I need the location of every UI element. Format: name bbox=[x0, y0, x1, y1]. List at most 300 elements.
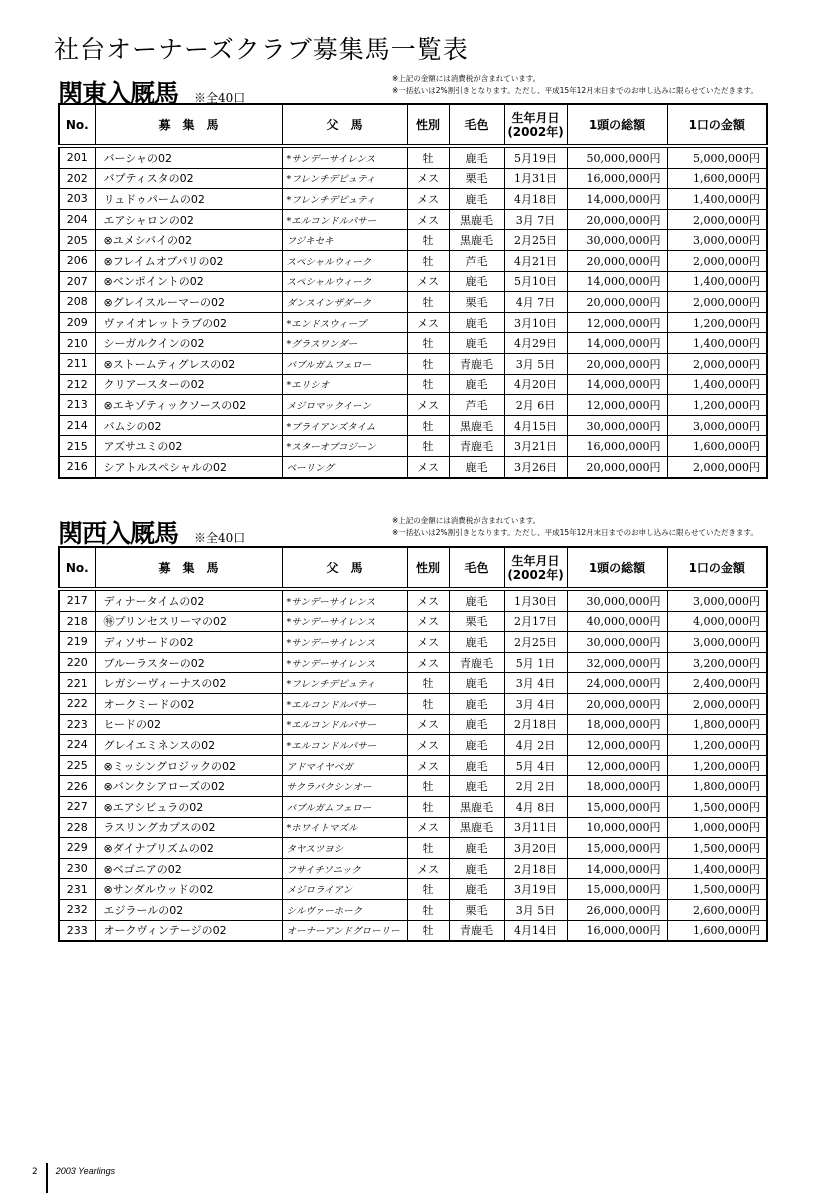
cell-share-price: 1,400,000円 bbox=[667, 271, 767, 292]
cell-number: 228 bbox=[59, 817, 95, 838]
cell-share-price: 3,200,000円 bbox=[667, 652, 767, 673]
cell-birthdate: 2月18日 bbox=[504, 858, 567, 879]
kanto-table-body bbox=[59, 146, 767, 478]
cell-number: 223 bbox=[59, 714, 95, 735]
table-row bbox=[59, 333, 767, 354]
cell-total-price: 15,000,000円 bbox=[567, 838, 667, 859]
table-row bbox=[59, 776, 767, 797]
cell-number: 209 bbox=[59, 312, 95, 333]
header-sire: 父 馬 bbox=[282, 104, 407, 146]
cell-share-price: 1,200,000円 bbox=[667, 395, 767, 416]
cell-sex: メス bbox=[407, 271, 449, 292]
header-share-price: 1口の金額 bbox=[667, 547, 767, 589]
cell-coat: 黒鹿毛 bbox=[449, 209, 504, 230]
cell-sire: ベーリング bbox=[282, 456, 407, 477]
cell-number: 226 bbox=[59, 776, 95, 797]
cell-share-price: 3,000,000円 bbox=[667, 415, 767, 436]
cell-sire: オーナーアンドグローリー bbox=[282, 920, 407, 941]
page-number: 2 bbox=[32, 1167, 38, 1177]
cell-share-price: 1,200,000円 bbox=[667, 755, 767, 776]
cell-number: 210 bbox=[59, 333, 95, 354]
header-total-price: 1頭の総額 bbox=[567, 547, 667, 589]
cell-total-price: 16,000,000円 bbox=[567, 920, 667, 941]
table-row bbox=[59, 673, 767, 694]
cell-sex: 牡 bbox=[407, 230, 449, 251]
cell-sire: *エルコンドルパサー bbox=[282, 714, 407, 735]
cell-sire: シルヴァーホーク bbox=[282, 899, 407, 920]
cell-total-price: 14,000,000円 bbox=[567, 858, 667, 879]
cell-coat: 青鹿毛 bbox=[449, 920, 504, 941]
cell-number: 207 bbox=[59, 271, 95, 292]
table-row bbox=[59, 353, 767, 374]
cell-total-price: 18,000,000円 bbox=[567, 714, 667, 735]
cell-birthdate: 4月 7日 bbox=[504, 292, 567, 313]
cell-sire: *サンデーサイレンス bbox=[282, 589, 407, 611]
kanto-share-count: ※全40口 bbox=[194, 91, 246, 105]
cell-number: 202 bbox=[59, 168, 95, 189]
cell-sire: *エリシオ bbox=[282, 374, 407, 395]
cell-coat: 鹿毛 bbox=[449, 333, 504, 354]
kanto-horse-table bbox=[58, 103, 768, 479]
header-total-price: 1頭の総額 bbox=[567, 104, 667, 146]
cell-birthdate: 4月20日 bbox=[504, 374, 567, 395]
cell-total-price: 12,000,000円 bbox=[567, 755, 667, 776]
cell-sire: *エルコンドルパサー bbox=[282, 735, 407, 756]
table-row bbox=[59, 250, 767, 271]
cell-share-price: 1,200,000円 bbox=[667, 735, 767, 756]
cell-coat: 黒鹿毛 bbox=[449, 230, 504, 251]
table-row bbox=[59, 611, 767, 632]
cell-sire: バブルガムフェロー bbox=[282, 353, 407, 374]
cell-sire: スペシャルウィーク bbox=[282, 250, 407, 271]
cell-horse-name: バプティスタの02 bbox=[95, 168, 282, 189]
cell-number: 201 bbox=[59, 146, 95, 168]
table-row bbox=[59, 755, 767, 776]
cell-sire: ダンスインザダーク bbox=[282, 292, 407, 313]
cell-sex: メス bbox=[407, 817, 449, 838]
cell-birthdate: 2月25日 bbox=[504, 632, 567, 653]
cell-total-price: 12,000,000円 bbox=[567, 395, 667, 416]
cell-coat: 栗毛 bbox=[449, 611, 504, 632]
tax-note: ※上記の金額には消費税が含まれています。 bbox=[392, 74, 541, 83]
table-row bbox=[59, 796, 767, 817]
cell-number: 220 bbox=[59, 652, 95, 673]
cell-sire: アドマイヤベガ bbox=[282, 755, 407, 776]
kansai-section-title: 関西入厩馬 bbox=[58, 519, 179, 548]
cell-sire: *グラスワンダー bbox=[282, 333, 407, 354]
cell-horse-name: クリアースターの02 bbox=[95, 374, 282, 395]
cell-sex: メス bbox=[407, 312, 449, 333]
cell-number: 214 bbox=[59, 415, 95, 436]
tax-note: ※上記の金額には消費税が含まれています。 bbox=[392, 516, 541, 525]
table-row bbox=[59, 693, 767, 714]
cell-total-price: 15,000,000円 bbox=[567, 879, 667, 900]
cell-sex: メス bbox=[407, 168, 449, 189]
cell-sire: *フレンチデピュティ bbox=[282, 168, 407, 189]
cell-total-price: 20,000,000円 bbox=[567, 353, 667, 374]
cell-share-price: 1,000,000円 bbox=[667, 817, 767, 838]
cell-horse-name: ⊗エキゾティックソースの02 bbox=[95, 395, 282, 416]
cell-number: 212 bbox=[59, 374, 95, 395]
cell-sex: 牡 bbox=[407, 673, 449, 694]
cell-share-price: 1,400,000円 bbox=[667, 858, 767, 879]
cell-horse-name: ⊗ストームティグレスの02 bbox=[95, 353, 282, 374]
cell-birthdate: 3月21日 bbox=[504, 436, 567, 457]
cell-horse-name: バーシャの02 bbox=[95, 146, 282, 168]
cell-birthdate: 4月 2日 bbox=[504, 735, 567, 756]
cell-birthdate: 2月17日 bbox=[504, 611, 567, 632]
cell-birthdate: 4月15日 bbox=[504, 415, 567, 436]
cell-birthdate: 4月29日 bbox=[504, 333, 567, 354]
header-no: No. bbox=[59, 104, 95, 146]
cell-sire: フジキセキ bbox=[282, 230, 407, 251]
header-share-price: 1口の金額 bbox=[667, 104, 767, 146]
cell-share-price: 1,500,000円 bbox=[667, 796, 767, 817]
cell-horse-name: ⊗エアシビュラの02 bbox=[95, 796, 282, 817]
cell-number: 217 bbox=[59, 589, 95, 611]
table-row bbox=[59, 436, 767, 457]
table-row bbox=[59, 395, 767, 416]
cell-total-price: 20,000,000円 bbox=[567, 250, 667, 271]
cell-birthdate: 3月 4日 bbox=[504, 673, 567, 694]
cell-share-price: 4,000,000円 bbox=[667, 611, 767, 632]
cell-horse-name: ディナータイムの02 bbox=[95, 589, 282, 611]
cell-birthdate: 2月25日 bbox=[504, 230, 567, 251]
cell-sex: 牡 bbox=[407, 796, 449, 817]
table-row bbox=[59, 415, 767, 436]
cell-horse-name: ⊗ユメシバイの02 bbox=[95, 230, 282, 251]
table-row bbox=[59, 230, 767, 251]
cell-sex: 牡 bbox=[407, 374, 449, 395]
cell-horse-name: バムシの02 bbox=[95, 415, 282, 436]
cell-coat: 鹿毛 bbox=[449, 673, 504, 694]
kansai-notes bbox=[392, 515, 758, 539]
table-row bbox=[59, 189, 767, 210]
cell-coat: 鹿毛 bbox=[449, 879, 504, 900]
cell-number: 203 bbox=[59, 189, 95, 210]
header-birthdate-label: 生年月日 bbox=[511, 110, 560, 125]
cell-birthdate: 3月26日 bbox=[504, 456, 567, 477]
cell-coat: 鹿毛 bbox=[449, 146, 504, 168]
cell-total-price: 14,000,000円 bbox=[567, 374, 667, 395]
cell-sire: *エルコンドルパサー bbox=[282, 693, 407, 714]
cell-sex: 牡 bbox=[407, 838, 449, 859]
cell-number: 219 bbox=[59, 632, 95, 653]
cell-coat: 栗毛 bbox=[449, 168, 504, 189]
cell-birthdate: 2月 2日 bbox=[504, 776, 567, 797]
cell-coat: 鹿毛 bbox=[449, 456, 504, 477]
cell-birthdate: 4月 8日 bbox=[504, 796, 567, 817]
cell-total-price: 20,000,000円 bbox=[567, 209, 667, 230]
cell-sex: メス bbox=[407, 652, 449, 673]
table-row bbox=[59, 589, 767, 611]
cell-total-price: 24,000,000円 bbox=[567, 673, 667, 694]
cell-sex: メス bbox=[407, 589, 449, 611]
cell-total-price: 26,000,000円 bbox=[567, 899, 667, 920]
cell-birthdate: 3月 5日 bbox=[504, 899, 567, 920]
table-row bbox=[59, 271, 767, 292]
page-footer bbox=[32, 1166, 115, 1193]
cell-share-price: 3,000,000円 bbox=[667, 230, 767, 251]
cell-birthdate: 3月 4日 bbox=[504, 693, 567, 714]
cell-total-price: 12,000,000円 bbox=[567, 312, 667, 333]
cell-share-price: 1,200,000円 bbox=[667, 312, 767, 333]
cell-sire: サクラバクシンオー bbox=[282, 776, 407, 797]
cell-number: 218 bbox=[59, 611, 95, 632]
cell-coat: 鹿毛 bbox=[449, 589, 504, 611]
cell-birthdate: 5月19日 bbox=[504, 146, 567, 168]
cell-sex: 牡 bbox=[407, 899, 449, 920]
cell-coat: 鹿毛 bbox=[449, 838, 504, 859]
cell-total-price: 10,000,000円 bbox=[567, 817, 667, 838]
cell-coat: 青鹿毛 bbox=[449, 353, 504, 374]
cell-total-price: 20,000,000円 bbox=[567, 292, 667, 313]
cell-share-price: 2,000,000円 bbox=[667, 456, 767, 477]
discount-note: ※一括払いは2%割引きとなります。ただし、平成15年12月末日までのお申し込みに限らせていただきます。 bbox=[392, 528, 758, 537]
cell-coat: 鹿毛 bbox=[449, 714, 504, 735]
cell-total-price: 14,000,000円 bbox=[567, 271, 667, 292]
cell-share-price: 1,400,000円 bbox=[667, 374, 767, 395]
table-row bbox=[59, 456, 767, 477]
cell-number: 208 bbox=[59, 292, 95, 313]
cell-number: 230 bbox=[59, 858, 95, 879]
cell-total-price: 15,000,000円 bbox=[567, 796, 667, 817]
cell-sire: フサイチソニック bbox=[282, 858, 407, 879]
cell-share-price: 1,800,000円 bbox=[667, 776, 767, 797]
cell-birthdate: 2月18日 bbox=[504, 714, 567, 735]
header-sex: 性別 bbox=[407, 547, 449, 589]
cell-birthdate: 1月30日 bbox=[504, 589, 567, 611]
cell-birthdate: 3月 5日 bbox=[504, 353, 567, 374]
table-row bbox=[59, 817, 767, 838]
footer-divider bbox=[46, 1163, 48, 1193]
cell-sex: 牡 bbox=[407, 415, 449, 436]
cell-share-price: 2,000,000円 bbox=[667, 353, 767, 374]
table-row bbox=[59, 920, 767, 941]
cell-coat: 黒鹿毛 bbox=[449, 415, 504, 436]
cell-total-price: 50,000,000円 bbox=[567, 146, 667, 168]
cell-birthdate: 4月14日 bbox=[504, 920, 567, 941]
cell-birthdate: 5月 1日 bbox=[504, 652, 567, 673]
cell-sex: 牡 bbox=[407, 353, 449, 374]
cell-horse-name: リュドゥパームの02 bbox=[95, 189, 282, 210]
cell-coat: 鹿毛 bbox=[449, 693, 504, 714]
cell-horse-name: ラスリングカプスの02 bbox=[95, 817, 282, 838]
cell-total-price: 16,000,000円 bbox=[567, 436, 667, 457]
cell-total-price: 18,000,000円 bbox=[567, 776, 667, 797]
cell-total-price: 32,000,000円 bbox=[567, 652, 667, 673]
cell-coat: 鹿毛 bbox=[449, 271, 504, 292]
cell-coat: 鹿毛 bbox=[449, 374, 504, 395]
cell-number: 204 bbox=[59, 209, 95, 230]
cell-sex: メス bbox=[407, 456, 449, 477]
cell-horse-name: シーガルクインの02 bbox=[95, 333, 282, 354]
cell-horse-name: ⊗サンダルウッドの02 bbox=[95, 879, 282, 900]
cell-coat: 鹿毛 bbox=[449, 776, 504, 797]
cell-birthdate: 4月18日 bbox=[504, 189, 567, 210]
cell-share-price: 5,000,000円 bbox=[667, 146, 767, 168]
cell-total-price: 20,000,000円 bbox=[567, 456, 667, 477]
cell-share-price: 3,000,000円 bbox=[667, 632, 767, 653]
cell-number: 206 bbox=[59, 250, 95, 271]
cell-share-price: 2,000,000円 bbox=[667, 693, 767, 714]
kansai-horse-table bbox=[58, 546, 768, 942]
cell-birthdate: 3月20日 bbox=[504, 838, 567, 859]
cell-sex: メス bbox=[407, 632, 449, 653]
cell-birthdate: 2月 6日 bbox=[504, 395, 567, 416]
header-sire: 父 馬 bbox=[282, 547, 407, 589]
cell-horse-name: ⊗ミッシングロジックの02 bbox=[95, 755, 282, 776]
cell-share-price: 1,600,000円 bbox=[667, 436, 767, 457]
table-row bbox=[59, 735, 767, 756]
cell-sire: *スターオブコジーン bbox=[282, 436, 407, 457]
cell-total-price: 20,000,000円 bbox=[567, 693, 667, 714]
cell-coat: 鹿毛 bbox=[449, 632, 504, 653]
cell-sex: メス bbox=[407, 395, 449, 416]
table-header-row bbox=[59, 547, 767, 589]
table-row bbox=[59, 374, 767, 395]
cell-birthdate: 3月11日 bbox=[504, 817, 567, 838]
cell-horse-name: オークヴィンテージの02 bbox=[95, 920, 282, 941]
cell-share-price: 2,400,000円 bbox=[667, 673, 767, 694]
cell-total-price: 14,000,000円 bbox=[567, 333, 667, 354]
cell-share-price: 1,500,000円 bbox=[667, 879, 767, 900]
cell-horse-name: ⊗バンクシアローズの02 bbox=[95, 776, 282, 797]
cell-horse-name: シアトルスペシャルの02 bbox=[95, 456, 282, 477]
header-birthdate-label: 生年月日 bbox=[511, 553, 560, 568]
cell-sex: 牡 bbox=[407, 879, 449, 900]
cell-number: 205 bbox=[59, 230, 95, 251]
cell-number: 227 bbox=[59, 796, 95, 817]
cell-birthdate: 5月10日 bbox=[504, 271, 567, 292]
cell-number: 224 bbox=[59, 735, 95, 756]
cell-number: 221 bbox=[59, 673, 95, 694]
cell-share-price: 2,000,000円 bbox=[667, 250, 767, 271]
header-birthdate bbox=[504, 547, 567, 589]
cell-total-price: 30,000,000円 bbox=[567, 589, 667, 611]
cell-total-price: 12,000,000円 bbox=[567, 735, 667, 756]
table-row bbox=[59, 899, 767, 920]
table-header-row bbox=[59, 104, 767, 146]
cell-coat: 黒鹿毛 bbox=[449, 817, 504, 838]
cell-sex: 牡 bbox=[407, 693, 449, 714]
cell-number: 232 bbox=[59, 899, 95, 920]
kanto-notes bbox=[392, 73, 758, 97]
cell-horse-name: エジラールの02 bbox=[95, 899, 282, 920]
cell-sire: *エルコンドルパサー bbox=[282, 209, 407, 230]
cell-number: 211 bbox=[59, 353, 95, 374]
cell-sex: 牡 bbox=[407, 146, 449, 168]
cell-total-price: 30,000,000円 bbox=[567, 415, 667, 436]
cell-share-price: 2,600,000円 bbox=[667, 899, 767, 920]
cell-share-price: 1,400,000円 bbox=[667, 189, 767, 210]
cell-total-price: 30,000,000円 bbox=[567, 632, 667, 653]
cell-coat: 栗毛 bbox=[449, 292, 504, 313]
kanto-section-title: 関東入厩馬 bbox=[58, 79, 179, 108]
cell-coat: 鹿毛 bbox=[449, 189, 504, 210]
cell-share-price: 2,000,000円 bbox=[667, 209, 767, 230]
cell-total-price: 14,000,000円 bbox=[567, 189, 667, 210]
cell-sex: メス bbox=[407, 611, 449, 632]
kansai-section-header bbox=[58, 514, 245, 550]
cell-sex: 牡 bbox=[407, 436, 449, 457]
kansai-table-body bbox=[59, 589, 767, 941]
table-row bbox=[59, 292, 767, 313]
cell-sire: *サンデーサイレンス bbox=[282, 652, 407, 673]
table-row bbox=[59, 858, 767, 879]
header-no: No. bbox=[59, 547, 95, 589]
kansai-share-count: ※全40口 bbox=[194, 531, 246, 545]
cell-sex: 牡 bbox=[407, 776, 449, 797]
cell-number: 233 bbox=[59, 920, 95, 941]
cell-share-price: 1,600,000円 bbox=[667, 168, 767, 189]
cell-coat: 鹿毛 bbox=[449, 755, 504, 776]
table-row bbox=[59, 168, 767, 189]
table-row bbox=[59, 146, 767, 168]
cell-number: 222 bbox=[59, 693, 95, 714]
cell-coat: 鹿毛 bbox=[449, 858, 504, 879]
header-sex: 性別 bbox=[407, 104, 449, 146]
cell-number: 216 bbox=[59, 456, 95, 477]
cell-number: 231 bbox=[59, 879, 95, 900]
cell-sire: スペシャルウィーク bbox=[282, 271, 407, 292]
table-row bbox=[59, 209, 767, 230]
table-row bbox=[59, 312, 767, 333]
cell-sex: メス bbox=[407, 714, 449, 735]
table-row bbox=[59, 652, 767, 673]
cell-share-price: 3,000,000円 bbox=[667, 589, 767, 611]
cell-horse-name: ⊗フレイムオブパリの02 bbox=[95, 250, 282, 271]
cell-share-price: 2,000,000円 bbox=[667, 292, 767, 313]
cell-sire: *サンデーサイレンス bbox=[282, 611, 407, 632]
cell-share-price: 1,800,000円 bbox=[667, 714, 767, 735]
cell-sex: メス bbox=[407, 755, 449, 776]
cell-sire: メジロマックイーン bbox=[282, 395, 407, 416]
header-horse-name: 募 集 馬 bbox=[95, 547, 282, 589]
cell-number: 215 bbox=[59, 436, 95, 457]
cell-horse-name: ヒードの02 bbox=[95, 714, 282, 735]
cell-horse-name: エアシャロンの02 bbox=[95, 209, 282, 230]
header-coat: 毛色 bbox=[449, 547, 504, 589]
cell-sire: *エンドスウィープ bbox=[282, 312, 407, 333]
cell-sex: 牡 bbox=[407, 292, 449, 313]
cell-sex: メス bbox=[407, 189, 449, 210]
publication-name: 2003 Yearlings bbox=[55, 1166, 116, 1176]
cell-coat: 芦毛 bbox=[449, 250, 504, 271]
table-row bbox=[59, 838, 767, 859]
cell-number: 213 bbox=[59, 395, 95, 416]
cell-total-price: 30,000,000円 bbox=[567, 230, 667, 251]
cell-birthdate: 3月 7日 bbox=[504, 209, 567, 230]
header-birthdate-year: (2002年) bbox=[507, 124, 564, 139]
cell-sex: メス bbox=[407, 735, 449, 756]
cell-horse-name: ⊗グレイスルーマーの02 bbox=[95, 292, 282, 313]
cell-birthdate: 4月21日 bbox=[504, 250, 567, 271]
cell-horse-name: ⊗ダイナプリズムの02 bbox=[95, 838, 282, 859]
table-row bbox=[59, 714, 767, 735]
cell-number: 225 bbox=[59, 755, 95, 776]
cell-total-price: 40,000,000円 bbox=[567, 611, 667, 632]
cell-share-price: 1,500,000円 bbox=[667, 838, 767, 859]
cell-birthdate: 3月19日 bbox=[504, 879, 567, 900]
cell-number: 229 bbox=[59, 838, 95, 859]
cell-sex: 牡 bbox=[407, 333, 449, 354]
cell-sex: 牡 bbox=[407, 250, 449, 271]
cell-horse-name: ㊕プリンセスリーマの02 bbox=[95, 611, 282, 632]
cell-horse-name: グレイエミネンスの02 bbox=[95, 735, 282, 756]
cell-share-price: 1,400,000円 bbox=[667, 333, 767, 354]
cell-sex: 牡 bbox=[407, 920, 449, 941]
